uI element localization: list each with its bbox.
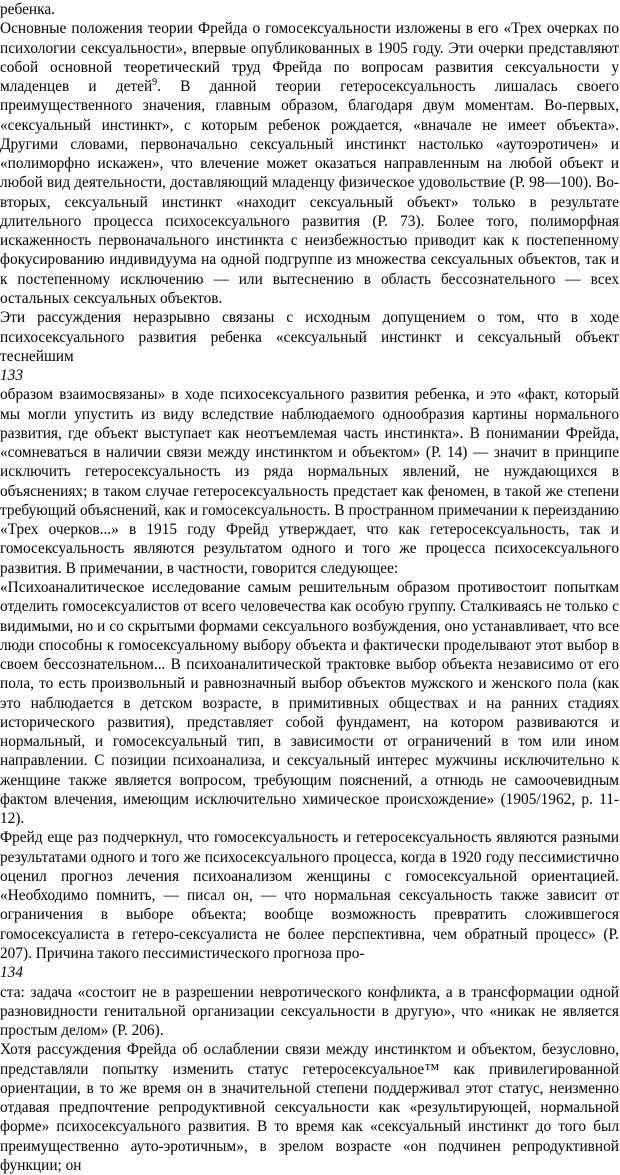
- quote-paragraph: «Психоаналитическое исследование самым решительным образом противостоит попыткам отделить гомосексуалистов от всего человечества как особую группу. Сталкиваясь не только с видимыми, но и со скрытыми формами сексуального возбуждения, оно устанавливает, что все люди способны к гомосексуальному выбору объекта и фактически проделывают этот выбор в своем бессознательном... В психоаналитической трактовке выбор объекта независимо от его пола, то есть произвольный и равнозначный выбор объектов мужского и женского пола (как это наблюдается в детском возрасте, в примитивных обществах и на ранних стадиях исторического развития), представляет собой фундамент, на котором развиваются и нормальный, и гомосексуальный тип, в зависимости от ограничений в том или ином направлении. С позиции психоанализа, и сексуальный интерес мужчины исключительно к женщине также является вопросом, требующим пояснений, а отнюдь не самоочевидным фактом влечения, имеющим исключительно химическое происхождение» (1905/1962, р. 11-12).: [0, 578, 619, 828]
- paragraph-fragment: ребенка.: [0, 1, 55, 18]
- paragraph: образом взаимосвязаны» в ходе психосексуального развития ребенка, и это «факт, который мы могли упустить из виду вследствие наблюдаемого однообразия картины нормального развития, где объект выступает как неотъемлемая часть инстинкта». В понимании Фрейда, «сомневаться в наличии связи между инстинктом и объектом» (Р. 14) — значит в принципе исключить гетеросексуальность из ряда нормальных явлений, не нуждающихся в объяснениях; в таком случае гетеросексуальность предстает как феномен, в такой же степени требующий объяснений, как и гомосексуальность. В пространном примечании к переизданию «Трех очерков...» в 1915 году Фрейд утверждает, что как гетеросексуальность, так и гомосексуальность являются результатом одного и того же процесса психосексуального развития. В примечании, в частности, говорится следующее:: [0, 386, 619, 577]
- paragraph: Хотя рассуждения Фрейда об ослаблении связи между инстинктом и объектом, безусловно, представляли попытку изменить статус гетеросексуальное™ как привилегированной ориентации, в то же время он в значительной степени поддерживал этот статус, неизменно отдавая предпочтение репродуктивной сексуальности как «результирующей, нормальной форме» психосексуального развития. В то время как «сексуальный инстинкт до того был преимущественно ауто-эротичным», в зрелом возрасте «он подчинен репродуктивной функции; он: [0, 1041, 619, 1174]
- page-number: 133: [0, 367, 24, 385]
- footnote-marker: 9: [152, 76, 158, 88]
- paragraph: ста: задача «состоит не в разрешении невротического конфликта, а в трансформации одной разновидности генитальной организации сексуальности в другую», что «никак не является простым делом» (Р. 206).: [0, 983, 619, 1040]
- paragraph: [0, 19, 619, 308]
- paragraph-text: Основные положения теории Фрейда о гомосексуальности изложены в его «Трех очерках по психологии сексуальности», впервые опубликованных в 1905 году. Эти очерки представляют собой основной теоретический труд Фрейда по вопросам развития сексуальности у младенцев и детей: [0, 20, 619, 96]
- paragraph: Фрейд еще раз подчеркнул, что гомосексуальность и гетеросексуальность являются разными результатами одного и того же психосексуального процесса, когда в 1920 году пессимистично оценил прогноз лечения психоанализом женщины с гомосексуальной ориентацией. «Необходимо помнить, — писал он, — что нормальная сексуальность также зависит от ограничения в выборе объекта; вообще возможность превратить сложившегося гомосексуалиста в гетеро-сексуалиста не более перспективна, чем обратный процесс» (Р. 207). Причина такого пессимистического прогноза про-: [0, 829, 619, 963]
- page-number: 134: [0, 964, 24, 982]
- paragraph: Эти рассуждения неразрывно связаны с исходным допущением о том, что в ходе психосексуального развития ребенка «сексуальный инстинкт и сексуальный объект теснейшим: [0, 309, 619, 365]
- paragraph-text: . В данной теории гетеросексуальность лишалась своего преимущественного значения, главным образом, благодаря двум моментам. Во-первых, «сексуальный инстинкт», с которым ребенок рождается, «вначале не имеет объекта». Другими словами, первоначально сексуальный инстинкт настолько «аутоэротичен» и «полиморфно искажен», что влечение может оказаться направленным на любой объект и любой вид деятельности, доставляющий младенцу физическое удовольствие (Р. 98—100). Во-вторых, сексуальный инстинкт «находит сексуальный объект» только в результате длительного процесса психосексуального развития (Р. 73). Более того, полиморфная искаженность первоначального инстинкта с неизбежностью приводит как к постепенному фокусированию индивидуума на одной подгруппе из множества сексуальных объектов, так и к постепенному исключению — или вытеснению в область бессознательного — всех остальных сексуальных объектов.: [0, 78, 619, 307]
